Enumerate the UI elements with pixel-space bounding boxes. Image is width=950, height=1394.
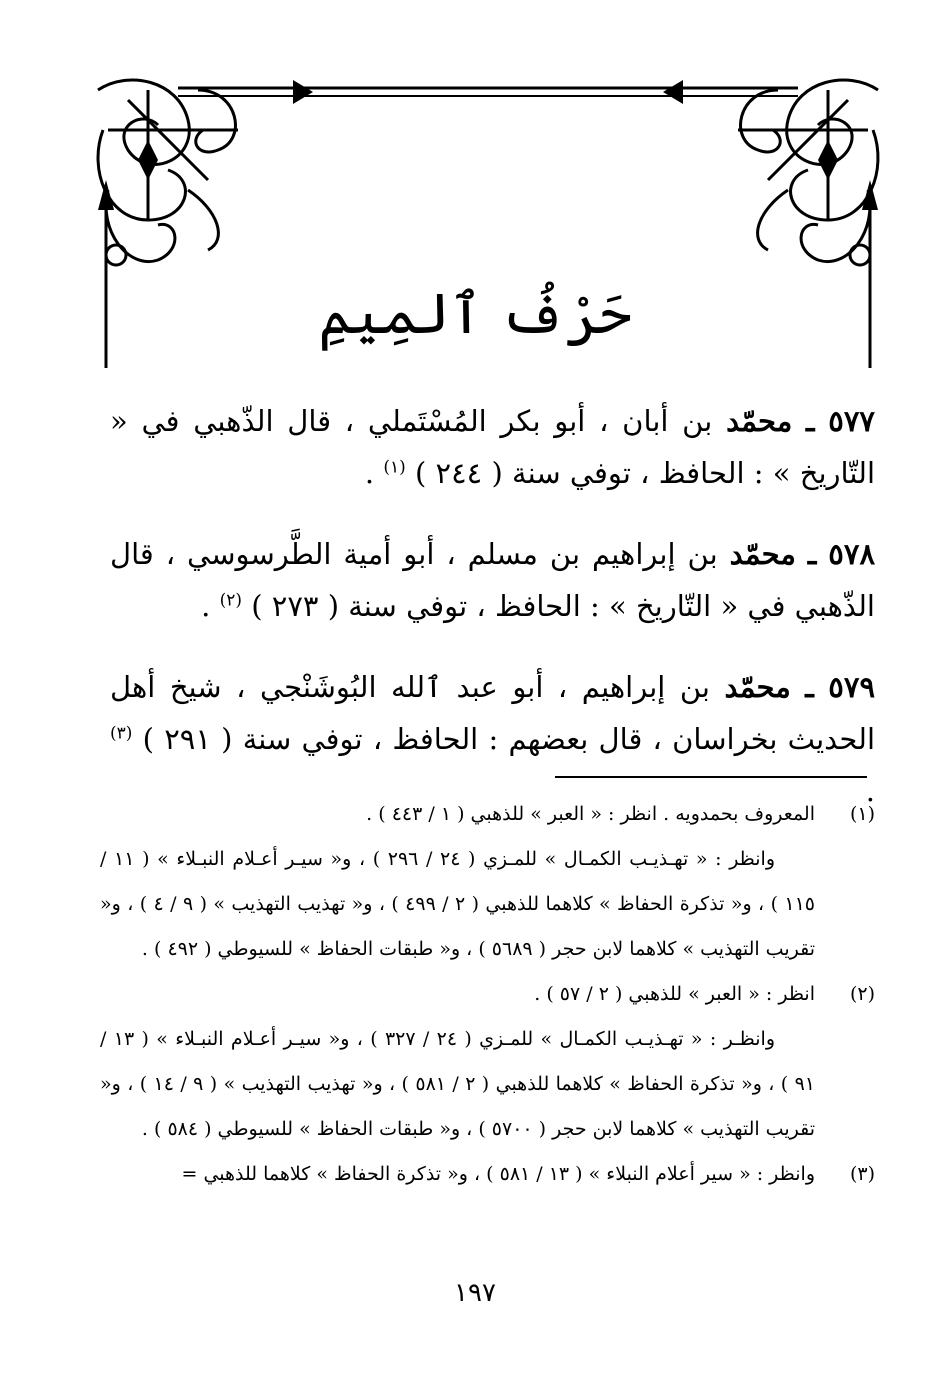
footnote-reference[interactable]: (٢) — [219, 590, 242, 611]
footnote-reference[interactable]: (٣) — [110, 723, 133, 744]
entries-list — [110, 395, 875, 824]
entry-text: بن أبان ، أبو بكر المُسْتَملي ، قال الذّهبي في « التّاريخ » : الحافظ ، توفي سنة ( ٢٤٤ ) — [110, 404, 875, 490]
footnote-text: وانظـر : « تهـذيـب الكمـال » للمـزي ( ٢٤ / ٣٢٧ ) ، و« سيـر أعـلام النبـلاء » ( ١٣ / ٩١ ) ، و« تذكرة الحفاظ » كلاهما للذهبي ( ٢ / ٥٨١ ) ، و« تهذيب التهذيب » ( ٩ / ١٤ ) ، و« تقريب التهذيب » كلاهما لابن حجر ( ٥٧٠٠ ) ، و« طبقات الحفاظ » للسيوطي ( ٥٨٤ ) . — [100, 1028, 816, 1140]
entry-number: ٥٧٧ — [828, 404, 876, 438]
footnote-marker: (٣) — [849, 1163, 875, 1185]
right-corner-ornament — [738, 80, 878, 265]
footnotes — [100, 792, 875, 1197]
entry-text: بن إبراهيم بن مسلم ، أبو أمية الطَّرسوسي ، قال الذّهبي في « التّاريخ » : الحافظ ، توفي سنة ( ٢٧٣ ) — [110, 537, 875, 623]
page-number: ١٩٧ — [454, 1278, 496, 1308]
footnote-text: وانظر : « سير أعلام النبلاء » ( ١٣ / ٥٨١ ) ، و« تذكرة الحفاظ » كلاهما للذهبي = — [181, 1163, 815, 1185]
footnote-separator — [555, 776, 867, 778]
entry-name: محمّد — [726, 404, 793, 438]
footnote-marker: (١) — [849, 803, 875, 825]
entry-579: ٥٧٩ ـ محمّد بن إبراهيم ، أبو عبد ٱلله البُوشَنْجي ، شيخ أهل الحديث بخراسان ، قال بعضهم : الحافظ ، توفي سنة ( ٢٩١ ) $^{(٣)}$ . — [110, 670, 876, 808]
footnote-text: وانظر : « تهـذيـب الكمـال » للمـزي ( ٢٤ / ٢٩٦ ) ، و« سيـر أعـلام النبـلاء » ( ١١ / ١١٥ ) ، و« تذكرة الحفاظ » كلاهما للذهبي ( ٢ / ٤٩٩ ) ، و« تهذيب التهذيب » ( ٩ / ٤ ) ، و« تقريب التهذيب » كلاهما لابن حجر ( ٥٦٨٩ ) ، و« طبقات الحفاظ » للسيوطي ( ٤٩٢ ) . — [100, 848, 816, 960]
entry-578: ٥٧٨ ـ محمّد بن إبراهيم بن مسلم ، أبو أمية الطَّرسوسي ، قال الذّهبي في « التّاريخ » : الحافظ ، توفي سنة ( ٢٧٣ ) $^{(٢)}$ . — [110, 537, 876, 623]
footnote-marker: (٢) — [849, 983, 875, 1005]
entry-number: ٥٧٩ — [828, 670, 876, 704]
entry-name: محمّد — [729, 537, 796, 571]
footnote-1 — [100, 792, 875, 837]
footnote-reference[interactable]: (١) — [383, 457, 406, 478]
left-corner-ornament — [98, 80, 238, 265]
entry-number: ٥٧٨ — [828, 537, 876, 571]
footnote-text: انظر : « العبر » للذهبي ( ٢ / ٥٧ ) . — [534, 983, 815, 1005]
entry-name: محمّد — [724, 670, 791, 704]
footnote-text: المعروف بحمدويه . انظر : « العبر » للذهبي ( ١ / ٤٤٣ ) . — [366, 803, 815, 825]
entry-577: ٥٧٧ ـ محمّد بن أبان ، أبو بكر المُسْتَملي ، قال الذّهبي في « التّاريخ » : الحافظ ، توفي سنة ( ٢٤٤ ) $^{(١)}$ . — [110, 404, 876, 490]
chapter-title: حَرْفُ ٱلمِيمِ — [318, 282, 632, 347]
entry-text: بن إبراهيم ، أبو عبد ٱلله البُوشَنْجي ، شيخ أهل الحديث بخراسان ، قال بعضهم : الحافظ ، توفي سنة ( ٢٩١ ) — [110, 670, 876, 756]
footnote-2 — [100, 972, 875, 1017]
footnote-3 — [100, 1152, 875, 1197]
